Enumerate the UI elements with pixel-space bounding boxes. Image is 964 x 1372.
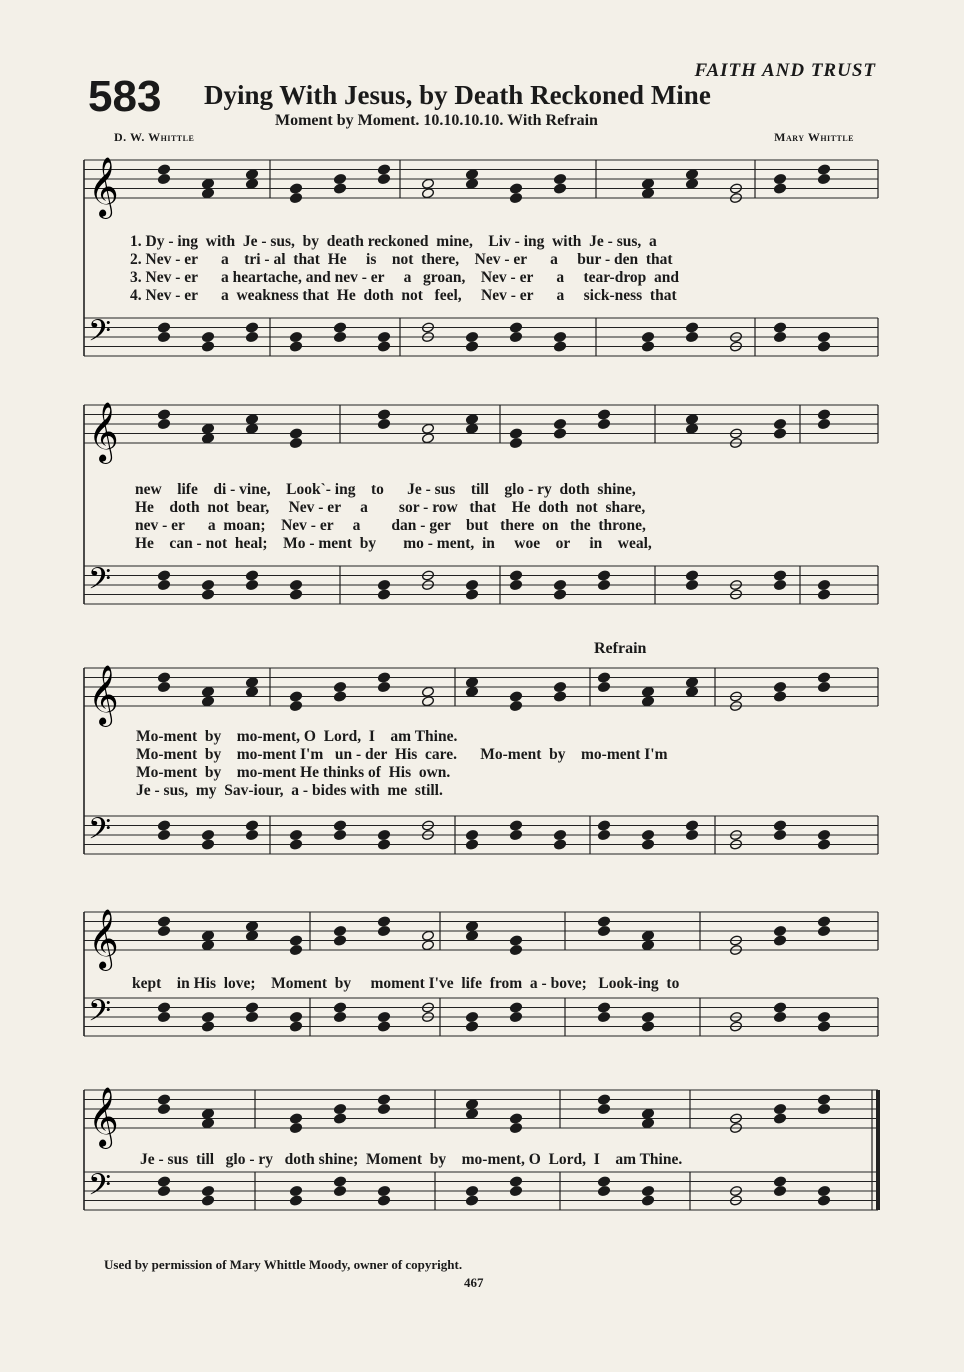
- note-head: [333, 1113, 346, 1124]
- note-head: [421, 178, 434, 189]
- note-head: [597, 925, 610, 936]
- note-head: [641, 686, 654, 697]
- note-head: [289, 1185, 302, 1196]
- note-head: [377, 1011, 390, 1022]
- note-head: [289, 935, 302, 946]
- note-head: [157, 409, 170, 420]
- note-head: [157, 331, 170, 342]
- note-head: [817, 1103, 830, 1114]
- note-head: [597, 409, 610, 420]
- lyric-line: Je - sus, my Sav-iour, a - bides with me still.: [136, 782, 443, 799]
- note-head: [465, 1011, 478, 1022]
- note-head: [773, 579, 786, 590]
- note-head: [421, 930, 434, 941]
- note-head: [333, 925, 346, 936]
- note-head: [289, 1021, 302, 1032]
- note-head: [773, 1103, 786, 1114]
- note-head: [333, 322, 346, 333]
- note-head: [509, 570, 522, 581]
- note-head: [289, 1011, 302, 1022]
- note-head: [641, 930, 654, 941]
- note-head: [289, 700, 302, 711]
- note-head: [465, 414, 478, 425]
- note-head: [641, 1108, 654, 1119]
- lyric-line: 3. Nev - er a heartache, and nev - er a groan, Nev - er a tear-drop and: [130, 269, 680, 286]
- note-head: [509, 192, 522, 203]
- note-head: [509, 428, 522, 439]
- note-head: [817, 1094, 830, 1105]
- note-head: [201, 579, 214, 590]
- note-head: [245, 1002, 258, 1013]
- note-head: [377, 925, 390, 936]
- note-head: [201, 1185, 214, 1196]
- note-head: [817, 1021, 830, 1032]
- note-head: [157, 1103, 170, 1114]
- note-head: [465, 1099, 478, 1110]
- note-head: [465, 341, 478, 352]
- note-head: [465, 589, 478, 600]
- note-head: [641, 1195, 654, 1206]
- lyric-line: Mo-ment by mo-ment, O Lord, I am Thine.: [136, 728, 458, 745]
- lyric-line: He doth not bear, Nev - er a sor - row that He doth not share,: [135, 499, 646, 516]
- note-head: [509, 322, 522, 333]
- lyric-line: 2. Nev - er a tri - al that He is not there, Nev - er a bur - den that: [130, 251, 673, 268]
- note-head: [641, 940, 654, 951]
- note-head: [465, 686, 478, 697]
- note-head: [377, 672, 390, 683]
- note-head: [421, 696, 434, 707]
- note-head: [245, 423, 258, 434]
- note-head: [685, 331, 698, 342]
- note-head: [157, 1011, 170, 1022]
- note-head: [773, 1011, 786, 1022]
- note-head: [245, 169, 258, 180]
- note-head: [509, 1185, 522, 1196]
- lyric-line: He can - not heal; Mo - ment by mo - ment, in woe or in weal,: [135, 535, 652, 552]
- note-head: [289, 428, 302, 439]
- note-head: [377, 681, 390, 692]
- note-head: [509, 183, 522, 194]
- note-head: [289, 944, 302, 955]
- note-head: [289, 589, 302, 600]
- note-head: [817, 829, 830, 840]
- note-head: [289, 579, 302, 590]
- note-head: [641, 1021, 654, 1032]
- bass-clef: 𝄢: [88, 314, 112, 356]
- note-head: [685, 169, 698, 180]
- note-head: [333, 681, 346, 692]
- note-head: [685, 686, 698, 697]
- note-head: [289, 1113, 302, 1124]
- lyric-line: 4. Nev - er a weakness that He doth not feel, Nev - er a sick-ness that: [130, 287, 677, 304]
- note-head: [465, 331, 478, 342]
- note-head: [245, 322, 258, 333]
- note-head: [817, 1195, 830, 1206]
- lyric-line: Je - sus till glo - ry doth shine; Moment by mo-ment, O Lord, I am Thine.: [140, 1151, 683, 1168]
- note-head: [289, 1195, 302, 1206]
- note-head: [553, 418, 566, 429]
- treble-clef: 𝄞: [88, 665, 119, 725]
- note-head: [509, 700, 522, 711]
- hymn-subtitle: Moment by Moment. 10.10.10.10. With Refrain: [275, 112, 598, 129]
- note-head: [201, 930, 214, 941]
- note-head: [817, 418, 830, 429]
- note-head: [685, 570, 698, 581]
- note-head: [817, 341, 830, 352]
- note-head: [773, 331, 786, 342]
- note-head: [377, 341, 390, 352]
- note-head: [289, 331, 302, 342]
- note-head: [157, 916, 170, 927]
- note-head: [817, 839, 830, 850]
- note-head: [333, 1185, 346, 1196]
- bass-clef: 𝄢: [88, 1168, 112, 1210]
- note-head: [245, 930, 258, 941]
- note-head: [333, 820, 346, 831]
- bass-clef: 𝄢: [88, 562, 112, 604]
- note-head: [465, 1195, 478, 1206]
- note-head: [553, 331, 566, 342]
- copyright-notice: Used by permission of Mary Whittle Moody, owner of copyright.: [104, 1257, 463, 1272]
- note-head: [641, 1011, 654, 1022]
- note-head: [289, 183, 302, 194]
- note-head: [509, 331, 522, 342]
- note-head: [817, 681, 830, 692]
- note-head: [597, 579, 610, 590]
- note-head: [509, 1122, 522, 1133]
- note-head: [377, 1195, 390, 1206]
- note-head: [597, 916, 610, 927]
- note-head: [157, 570, 170, 581]
- note-head: [465, 839, 478, 850]
- note-head: [597, 570, 610, 581]
- lyric-line: new life di - vine, Look`- ing to Je - sus till glo - ry doth shine,: [135, 481, 636, 498]
- treble-clef: 𝄞: [88, 909, 119, 969]
- note-head: [553, 691, 566, 702]
- note-head: [157, 164, 170, 175]
- note-head: [773, 173, 786, 184]
- note-head: [597, 1103, 610, 1114]
- note-head: [157, 173, 170, 184]
- note-head: [377, 164, 390, 175]
- note-head: [201, 839, 214, 850]
- lyric-line: nev - er a moan; Nev - er a dan - ger but there on the throne,: [135, 517, 646, 534]
- note-head: [509, 1011, 522, 1022]
- section-heading: FAITH AND TRUST: [694, 60, 876, 81]
- note-head: [465, 579, 478, 590]
- note-head: [641, 188, 654, 199]
- note-head: [333, 1176, 346, 1187]
- note-head: [773, 1176, 786, 1187]
- note-head: [421, 686, 434, 697]
- note-head: [685, 677, 698, 688]
- note-head: [773, 1113, 786, 1124]
- note-head: [245, 178, 258, 189]
- note-head: [597, 1094, 610, 1105]
- note-head: [773, 681, 786, 692]
- note-head: [201, 178, 214, 189]
- note-head: [201, 423, 214, 434]
- note-head: [597, 418, 610, 429]
- note-head: [817, 1185, 830, 1196]
- bass-clef: 𝄢: [88, 812, 112, 854]
- lyric-line: 1. Dy - ing with Je - sus, by death reckoned mine, Liv - ing with Je - sus, a: [130, 233, 657, 250]
- note-head: [201, 341, 214, 352]
- note-head: [465, 921, 478, 932]
- note-head: [817, 1011, 830, 1022]
- note-head: [245, 414, 258, 425]
- note-head: [509, 829, 522, 840]
- note-head: [201, 188, 214, 199]
- note-head: [817, 925, 830, 936]
- note-head: [597, 1011, 610, 1022]
- note-head: [421, 188, 434, 199]
- note-head: [377, 589, 390, 600]
- lyric-line: kept in His love; Moment by moment I've life from a - bove; Look-ing to: [132, 975, 680, 992]
- note-head: [773, 829, 786, 840]
- note-head: [377, 409, 390, 420]
- note-head: [641, 1118, 654, 1129]
- note-head: [773, 820, 786, 831]
- treble-clef: 𝄞: [88, 157, 119, 217]
- note-head: [157, 672, 170, 683]
- treble-clef: 𝄞: [88, 402, 119, 462]
- note-head: [421, 940, 434, 951]
- note-head: [157, 322, 170, 333]
- note-head: [641, 178, 654, 189]
- note-head: [377, 839, 390, 850]
- note-head: [289, 437, 302, 448]
- note-head: [509, 820, 522, 831]
- words-author: D. W. Whittle: [114, 130, 195, 144]
- note-head: [553, 589, 566, 600]
- note-head: [333, 691, 346, 702]
- note-head: [773, 1002, 786, 1013]
- note-head: [641, 839, 654, 850]
- note-head: [641, 696, 654, 707]
- note-head: [817, 589, 830, 600]
- note-head: [377, 1185, 390, 1196]
- note-head: [245, 1011, 258, 1022]
- note-head: [817, 409, 830, 420]
- note-head: [553, 681, 566, 692]
- note-head: [157, 820, 170, 831]
- note-head: [333, 183, 346, 194]
- note-head: [773, 925, 786, 936]
- note-head: [465, 178, 478, 189]
- note-head: [377, 579, 390, 590]
- note-head: [597, 1002, 610, 1013]
- note-head: [289, 691, 302, 702]
- note-head: [465, 1108, 478, 1119]
- note-head: [553, 839, 566, 850]
- hymn-number: 583: [88, 72, 162, 121]
- note-head: [245, 921, 258, 932]
- note-head: [377, 418, 390, 429]
- note-head: [245, 820, 258, 831]
- note-head: [157, 925, 170, 936]
- note-head: [553, 428, 566, 439]
- note-head: [201, 1011, 214, 1022]
- note-head: [685, 579, 698, 590]
- note-head: [685, 322, 698, 333]
- note-head: [245, 331, 258, 342]
- note-head: [333, 173, 346, 184]
- note-head: [817, 579, 830, 590]
- note-head: [597, 681, 610, 692]
- note-head: [201, 1021, 214, 1032]
- note-head: [641, 331, 654, 342]
- note-head: [377, 1094, 390, 1105]
- note-head: [773, 570, 786, 581]
- note-head: [465, 677, 478, 688]
- note-head: [597, 672, 610, 683]
- note-head: [685, 178, 698, 189]
- note-head: [509, 935, 522, 946]
- note-head: [245, 579, 258, 590]
- note-head: [377, 173, 390, 184]
- note-head: [157, 829, 170, 840]
- note-head: [245, 829, 258, 840]
- note-head: [553, 183, 566, 194]
- note-head: [597, 820, 610, 831]
- note-head: [509, 691, 522, 702]
- note-head: [245, 686, 258, 697]
- note-head: [773, 1185, 786, 1196]
- lyric-line: Mo-ment by mo-ment I'm un - der His care. Mo-ment by mo-ment I'm: [136, 746, 668, 763]
- note-head: [773, 183, 786, 194]
- bass-clef: 𝄢: [88, 994, 112, 1036]
- note-head: [377, 1021, 390, 1032]
- page-number: 467: [464, 1275, 484, 1290]
- note-head: [245, 570, 258, 581]
- treble-clef: 𝄞: [88, 1087, 119, 1147]
- note-head: [333, 935, 346, 946]
- note-head: [553, 579, 566, 590]
- note-head: [377, 331, 390, 342]
- note-head: [157, 1185, 170, 1196]
- note-head: [201, 940, 214, 951]
- note-head: [685, 423, 698, 434]
- note-head: [201, 686, 214, 697]
- note-head: [553, 341, 566, 352]
- note-head: [333, 1011, 346, 1022]
- note-head: [201, 1195, 214, 1206]
- note-head: [157, 418, 170, 429]
- note-head: [465, 423, 478, 434]
- note-head: [509, 944, 522, 955]
- note-head: [509, 437, 522, 448]
- note-head: [817, 331, 830, 342]
- note-head: [201, 1118, 214, 1129]
- note-head: [465, 169, 478, 180]
- note-head: [201, 829, 214, 840]
- note-head: [685, 829, 698, 840]
- note-head: [201, 1108, 214, 1119]
- note-head: [465, 930, 478, 941]
- note-head: [465, 1021, 478, 1032]
- note-head: [509, 579, 522, 590]
- note-head: [597, 1185, 610, 1196]
- lyric-line: Mo-ment by mo-ment He thinks of His own.: [136, 764, 451, 781]
- note-head: [817, 916, 830, 927]
- note-head: [509, 1002, 522, 1013]
- note-head: [465, 1185, 478, 1196]
- note-head: [333, 1103, 346, 1114]
- note-head: [377, 916, 390, 927]
- note-head: [641, 1185, 654, 1196]
- note-head: [641, 829, 654, 840]
- note-head: [201, 433, 214, 444]
- note-head: [597, 829, 610, 840]
- note-head: [817, 173, 830, 184]
- note-head: [553, 829, 566, 840]
- note-head: [773, 691, 786, 702]
- note-head: [773, 322, 786, 333]
- note-head: [157, 681, 170, 692]
- note-head: [421, 423, 434, 434]
- note-head: [685, 414, 698, 425]
- note-head: [333, 331, 346, 342]
- note-head: [157, 1176, 170, 1187]
- note-head: [289, 341, 302, 352]
- note-head: [377, 829, 390, 840]
- note-head: [509, 1113, 522, 1124]
- note-head: [201, 589, 214, 600]
- note-head: [201, 331, 214, 342]
- note-head: [773, 418, 786, 429]
- note-head: [817, 672, 830, 683]
- note-head: [289, 839, 302, 850]
- note-head: [465, 829, 478, 840]
- note-head: [289, 1122, 302, 1133]
- note-head: [289, 829, 302, 840]
- note-head: [245, 677, 258, 688]
- music-composer: Mary Whittle: [774, 130, 854, 144]
- note-head: [773, 428, 786, 439]
- hymn-title: Dying With Jesus, by Death Reckoned Mine: [204, 80, 711, 110]
- note-head: [421, 433, 434, 444]
- note-head: [157, 1094, 170, 1105]
- note-head: [201, 696, 214, 707]
- note-head: [157, 579, 170, 590]
- note-head: [289, 192, 302, 203]
- note-head: [685, 820, 698, 831]
- note-head: [817, 164, 830, 175]
- note-head: [157, 1002, 170, 1013]
- note-head: [641, 341, 654, 352]
- refrain-label: Refrain: [594, 640, 647, 657]
- note-head: [333, 829, 346, 840]
- note-head: [333, 1002, 346, 1013]
- note-head: [377, 1103, 390, 1114]
- note-head: [509, 1176, 522, 1187]
- note-head: [773, 935, 786, 946]
- note-head: [597, 1176, 610, 1187]
- note-head: [553, 173, 566, 184]
